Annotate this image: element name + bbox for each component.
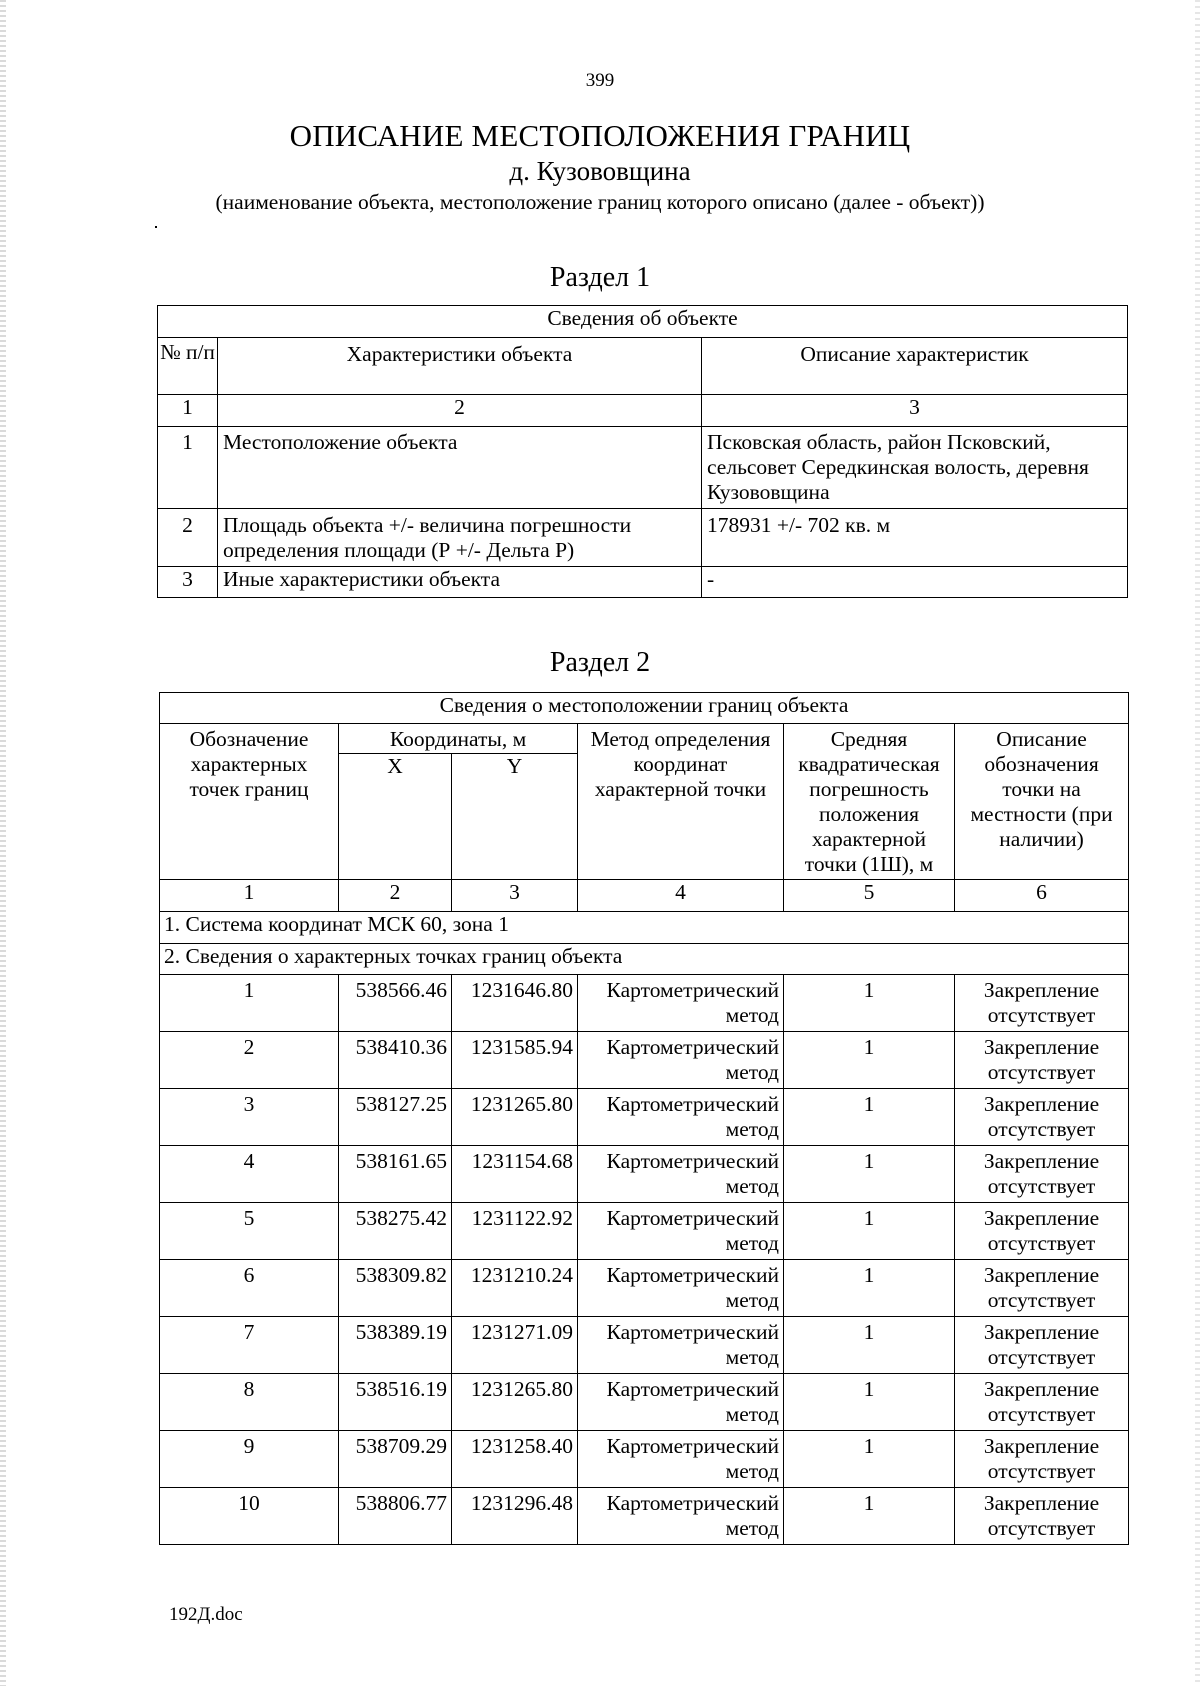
col-header-point-description: Описание обозначения точки на местности (при наличии) [955,724,1129,880]
points-section-row: 2. Сведения о характерных точках границ объекта [160,944,1129,975]
col-number: 5 [784,880,955,912]
coord-y: 1231122.92 [452,1203,578,1260]
coord-y: 1231271.09 [452,1317,578,1374]
error-cell: 1 [784,1317,955,1374]
table-row [160,1260,1129,1317]
point-description: Закрепление отсутствует [955,975,1129,1032]
point-id: 6 [160,1260,339,1317]
row-number: 1 [158,427,218,509]
characteristic-value: 178931 +/- 702 кв. м [702,509,1128,567]
coord-x: 538389.19 [339,1317,452,1374]
coord-x: 538806.77 [339,1488,452,1545]
point-description: Закрепление отсутствует [955,1089,1129,1146]
row-number: 3 [158,567,218,598]
coord-x: 538516.19 [339,1374,452,1431]
point-id: 8 [160,1374,339,1431]
boundary-table-title: Сведения о местоположении границ объекта [160,693,1129,724]
coord-x: 538566.46 [339,975,452,1032]
coord-x: 538410.36 [339,1032,452,1089]
point-description: Закрепление отсутствует [955,1488,1129,1545]
page-title: ОПИСАНИЕ МЕСТОПОЛОЖЕНИЯ ГРАНИЦ [289,118,911,153]
point-id: 4 [160,1146,339,1203]
point-id: 2 [160,1032,339,1089]
coord-x: 538309.82 [339,1260,452,1317]
coord-y: 1231265.80 [452,1089,578,1146]
coord-y: 1231258.40 [452,1431,578,1488]
method-cell: Картометрический метод [578,1488,784,1545]
coord-y: 1231154.68 [452,1146,578,1203]
boundary-points-table [159,692,1129,1545]
table-row [160,1203,1129,1260]
table-row [158,427,1128,509]
table-row [160,975,1129,1032]
table-row [160,1488,1129,1545]
characteristic-value: - [702,567,1128,598]
characteristic-value: Псковская область, район Псковский, сельсовет Середкинская волость, деревня Кузововщина [702,427,1128,509]
col-number: 4 [578,880,784,912]
error-cell: 1 [784,1032,955,1089]
coordinate-system-row: 1. Система координат МСК 60, зона 1 [160,912,1129,944]
coord-x: 538127.25 [339,1089,452,1146]
col-number: 1 [160,880,339,912]
error-cell: 1 [784,1089,955,1146]
point-description: Закрепление отсутствует [955,1146,1129,1203]
table-row [160,1317,1129,1374]
scan-speck [155,226,157,228]
coord-y: 1231585.94 [452,1032,578,1089]
object-caption: (наименование объекта, местоположение границ которого описано (далее - объект)) [215,190,985,214]
characteristic-name: Местоположение объекта [218,427,702,509]
coord-y: 1231210.24 [452,1260,578,1317]
coord-x: 538161.65 [339,1146,452,1203]
point-id: 3 [160,1089,339,1146]
error-cell: 1 [784,1260,955,1317]
object-info-table-title: Сведения об объекте [158,306,1128,338]
col-number: 1 [158,395,218,427]
point-description: Закрепление отсутствует [955,1203,1129,1260]
col-header-coordinates: Координаты, м [339,724,578,754]
method-cell: Картометрический метод [578,1146,784,1203]
object-name: д. Кузововщина [509,156,691,186]
method-cell: Картометрический метод [578,1431,784,1488]
col-header-number: № п/п [158,338,218,395]
error-cell: 1 [784,1431,955,1488]
page-number: 399 [585,70,615,91]
method-cell: Картометрический метод [578,1374,784,1431]
point-description: Закрепление отсутствует [955,1317,1129,1374]
scan-edge-left [0,0,6,1686]
col-header-characteristic: Характеристики объекта [218,338,702,395]
method-cell: Картометрический метод [578,975,784,1032]
coord-y: 1231646.80 [452,975,578,1032]
table-row [160,1032,1129,1089]
method-cell: Картометрический метод [578,1089,784,1146]
row-number: 2 [158,509,218,567]
point-description: Закрепление отсутствует [955,1260,1129,1317]
error-cell: 1 [784,1374,955,1431]
col-number: 3 [702,395,1128,427]
point-description: Закрепление отсутствует [955,1374,1129,1431]
method-cell: Картометрический метод [578,1260,784,1317]
coord-x: 538275.42 [339,1203,452,1260]
error-cell: 1 [784,1146,955,1203]
table-row [160,1089,1129,1146]
characteristic-name: Иные характеристики объекта [218,567,702,598]
col-header-method: Метод определения координат характерной точки [578,724,784,880]
method-cell: Картометрический метод [578,1203,784,1260]
scan-edge-right [1195,0,1200,1686]
method-cell: Картометрический метод [578,1317,784,1374]
table-row [160,1374,1129,1431]
coord-y: 1231265.80 [452,1374,578,1431]
error-cell: 1 [784,975,955,1032]
table-row [158,509,1128,567]
table-row [158,567,1128,598]
col-header-y: Y [452,754,578,880]
point-id: 7 [160,1317,339,1374]
footer-filename: 192Д.doc [169,1604,243,1625]
col-number: 2 [339,880,452,912]
point-description: Закрепление отсутствует [955,1032,1129,1089]
error-cell: 1 [784,1203,955,1260]
col-number: 3 [452,880,578,912]
col-header-error: Средняя квадратическая погрешность положения характерной точки (1Ш), м [784,724,955,880]
point-id: 10 [160,1488,339,1545]
section2-heading: Раздел 2 [549,647,651,678]
col-header-x: X [339,754,452,880]
method-cell: Картометрический метод [578,1032,784,1089]
coord-y: 1231296.48 [452,1488,578,1545]
table-row [160,1431,1129,1488]
point-id: 5 [160,1203,339,1260]
col-number: 2 [218,395,702,427]
error-cell: 1 [784,1488,955,1545]
point-id: 1 [160,975,339,1032]
point-description: Закрепление отсутствует [955,1431,1129,1488]
col-header-description: Описание характеристик [702,338,1128,395]
table-row [160,1146,1129,1203]
characteristic-name: Площадь объекта +/- величина погрешности определения площади (Р +/- Дельта Р) [218,509,702,567]
points-body [160,975,1129,1545]
col-header-designation: Обозначение характерных точек границ [160,724,339,880]
coord-x: 538709.29 [339,1431,452,1488]
col-number: 6 [955,880,1129,912]
object-info-table [157,305,1128,598]
point-id: 9 [160,1431,339,1488]
section1-heading: Раздел 1 [549,262,651,293]
